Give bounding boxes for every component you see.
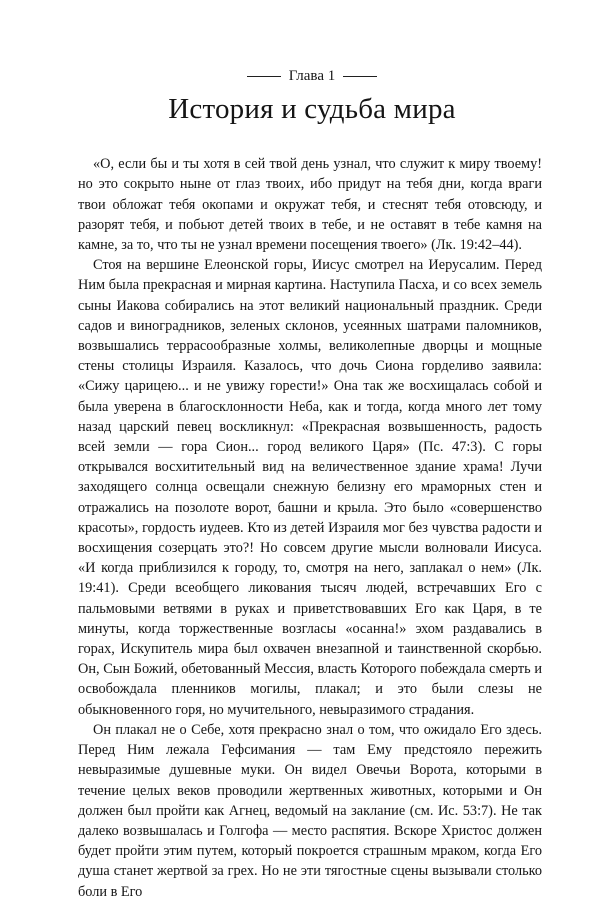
chapter-label: Глава 1 bbox=[288, 68, 336, 84]
body-paragraph-2: Он плакал не о Себе, хотя прекрасно знал о том, что ожидало Его здесь. Перед Ним лежала Гефсимания — там Ему предстояло пережить невыразимые душевные муки. Он видел Овечьи Ворота, которыми в течение целых веков проводили жертвенных животных, которыми и Он должен был пройти как Агнец, ведомый на заклание (см. Ис. 53:7). Не так далеко возвышалась и Голгофа — место распятия. Вскоре Христос должен будет пройти этим путем, который покроется страшным мраком, когда Его душа станет жертвой за грех. Но не эти тягостные сцены вызывали столько боли в Его bbox=[78, 721, 542, 900]
chapter-title: История и судьба мира bbox=[168, 93, 456, 126]
chapter-label-row bbox=[82, 66, 542, 86]
right-decorative-rule bbox=[343, 76, 377, 77]
chapter-header bbox=[78, 66, 542, 126]
opening-quote-paragraph: «О, если бы и ты хотя в сей твой день узнал, что служит к миру твоему! но это сокрыто ныне от глаз твоих, ибо придут на тебя дни, когда враги твои обложат тебя окопами и окружат тебя, и стеснят тебя отовсюду, и разорят тебя, и побьют детей твоих в тебе, и не оставят в тебе камня на камне, за то, что ты не узнал времени посещения твоего» (Лк. 19:42–44). bbox=[78, 156, 542, 254]
left-decorative-rule bbox=[247, 76, 281, 77]
body-paragraph-1: Стоя на вершине Елеонской горы, Иисус смотрел на Иерусалим. Перед Ним была прекрасная и мирная картина. Наступила Пасха, и со всех земель сыны Иакова собирались на этот великий национальный праздник. Среди садов и виноградников, зеленых склонов, усеянных шатрами паломников, возвышались террасообразные холмы, великолепные дворцы и мощные стены столицы Израиля. Казалось, что дочь Сиона горделиво заявила: «Сижу царицею... и не увижу горести!» Она так же восхищалась собой и была уверена в благосклонности Неба, как и тогда, когда много лет тому назад царский певец воскликнул: «Прекрасная возвышенность, радость всей земли — гора Сион... город великого Царя» (Пс. 47:3). С горы открывался восхитительный вид на величественное здание храма! Лучи заходящего солнца освещали снежную белизну его мраморных стен и отражались на позолоте ворот, башни и крыла. Это было «совершенство красоты», гордость иудеев. Кто из детей Израиля мог без чувства радости и восхищения созерцать это?! Но совсем другие мысли волновали Иисуса. «И когда приблизился к городу, то, смотря на него, заплакал о нем» (Лк. 19:41). Среди всеобщего ликования тысяч людей, встречавших Его с пальмовыми ветвями в руках и приветствовавших Его как Царя, в те минуты, когда торжественные возгласы «осанна!» эхом раздавались в горах, Искупитель мира был охвачен внезапной и таинственной скорбью. Он, Сын Божий, обетованный Мессия, власть Которого побеждала смерть и освобождала пленников могилы, плакал; и это были слезы не обыкновенного горя, но мучительного, невыразимого страдания. bbox=[78, 257, 542, 718]
chapter-body bbox=[78, 154, 542, 902]
